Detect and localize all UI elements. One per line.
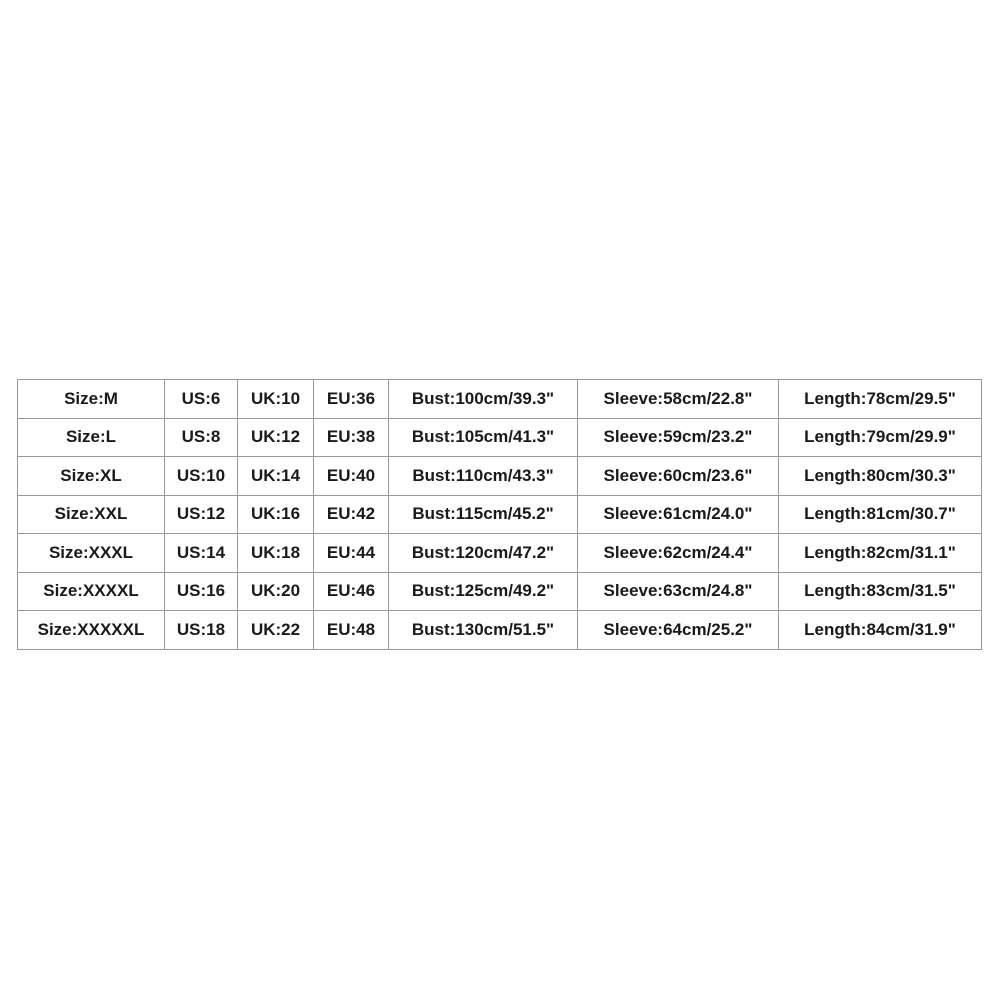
- length-cell: Length:79cm/29.9": [779, 418, 982, 457]
- sleeve-cell: Sleeve:60cm/23.6": [578, 457, 779, 496]
- table-row: [18, 534, 982, 573]
- length-cell: Length:78cm/29.5": [779, 380, 982, 419]
- size-cell: Size:XXXL: [18, 534, 165, 573]
- sleeve-cell: Sleeve:62cm/24.4": [578, 534, 779, 573]
- table-row: [18, 380, 982, 419]
- us-size-cell: US:14: [165, 534, 238, 573]
- length-cell: Length:84cm/31.9": [779, 611, 982, 650]
- sleeve-cell: Sleeve:63cm/24.8": [578, 572, 779, 611]
- length-cell: Length:80cm/30.3": [779, 457, 982, 496]
- bust-cell: Bust:130cm/51.5": [389, 611, 578, 650]
- size-cell: Size:M: [18, 380, 165, 419]
- bust-cell: Bust:100cm/39.3": [389, 380, 578, 419]
- uk-size-cell: UK:12: [238, 418, 314, 457]
- eu-size-cell: EU:44: [314, 534, 389, 573]
- size-cell: Size:XL: [18, 457, 165, 496]
- size-cell: Size:XXXXXL: [18, 611, 165, 650]
- us-size-cell: US:8: [165, 418, 238, 457]
- us-size-cell: US:10: [165, 457, 238, 496]
- uk-size-cell: UK:14: [238, 457, 314, 496]
- uk-size-cell: UK:16: [238, 495, 314, 534]
- eu-size-cell: EU:48: [314, 611, 389, 650]
- uk-size-cell: UK:22: [238, 611, 314, 650]
- sleeve-cell: Sleeve:61cm/24.0": [578, 495, 779, 534]
- size-cell: Size:XXXXL: [18, 572, 165, 611]
- uk-size-cell: UK:18: [238, 534, 314, 573]
- us-size-cell: US:12: [165, 495, 238, 534]
- table-row: [18, 495, 982, 534]
- bust-cell: Bust:120cm/47.2": [389, 534, 578, 573]
- size-chart-table: [17, 379, 982, 650]
- us-size-cell: US:6: [165, 380, 238, 419]
- bust-cell: Bust:110cm/43.3": [389, 457, 578, 496]
- sleeve-cell: Sleeve:58cm/22.8": [578, 380, 779, 419]
- bust-cell: Bust:115cm/45.2": [389, 495, 578, 534]
- us-size-cell: US:16: [165, 572, 238, 611]
- table-row: [18, 418, 982, 457]
- eu-size-cell: EU:38: [314, 418, 389, 457]
- us-size-cell: US:18: [165, 611, 238, 650]
- sleeve-cell: Sleeve:59cm/23.2": [578, 418, 779, 457]
- eu-size-cell: EU:40: [314, 457, 389, 496]
- length-cell: Length:81cm/30.7": [779, 495, 982, 534]
- length-cell: Length:82cm/31.1": [779, 534, 982, 573]
- table-row: [18, 572, 982, 611]
- uk-size-cell: UK:20: [238, 572, 314, 611]
- bust-cell: Bust:125cm/49.2": [389, 572, 578, 611]
- uk-size-cell: UK:10: [238, 380, 314, 419]
- length-cell: Length:83cm/31.5": [779, 572, 982, 611]
- sleeve-cell: Sleeve:64cm/25.2": [578, 611, 779, 650]
- size-cell: Size:L: [18, 418, 165, 457]
- size-cell: Size:XXL: [18, 495, 165, 534]
- bust-cell: Bust:105cm/41.3": [389, 418, 578, 457]
- table-row: [18, 457, 982, 496]
- eu-size-cell: EU:46: [314, 572, 389, 611]
- table-row: [18, 611, 982, 650]
- eu-size-cell: EU:42: [314, 495, 389, 534]
- eu-size-cell: EU:36: [314, 380, 389, 419]
